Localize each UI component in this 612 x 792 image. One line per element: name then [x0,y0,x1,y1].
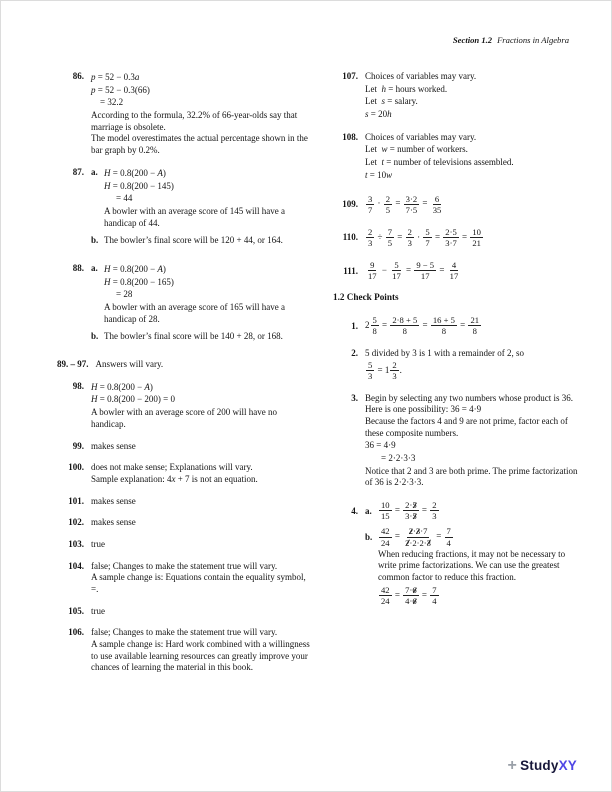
problem-body [365,71,585,122]
logo-text-study: Study [520,758,559,773]
solution-text: Choices of variables may vary. [365,131,477,142]
problem-number: 100. [68,462,84,473]
problem-number: 87. [72,166,84,177]
solution-text: Sample explanation: 4x + 7 is not an equation. [91,473,258,484]
logo-text-xy: XY [558,758,577,773]
problem-number: 101. [68,495,84,506]
problem-number: 104. [68,560,84,571]
section-label: Section 1.2 [452,35,493,45]
solution-text: Notice that 2 and 3 are both prime. The prime factorization of 36 is 2·2·3·3. [365,465,578,488]
solution-text: The model overestimates the actual percentage shown in the bar graph by 0.2%. [91,133,308,156]
problem-body [91,71,311,157]
problem-body [365,226,585,249]
problem-104 [57,561,311,596]
problem-102 [57,517,311,529]
page-header [453,35,569,45]
problem-body [91,561,311,596]
part-label: a. [91,166,98,177]
problem-body [91,381,311,431]
equation: H = 0.8(200 − A ) [104,167,166,178]
problem-number: 1. [351,320,358,331]
solution-text: makes sense [91,440,136,451]
solution-text: Here is one possibility: 36 = 4·9 [365,404,482,415]
equation: p = 52 − 0.3 a [91,72,140,82]
equation: 2 $\frac{5}{8}$ = $\frac{2\cdot 8 + 5}{8}$ = $\frac{16 + 5}{8}$ = $\frac{21}{8}$ [365,315,480,337]
equation: Let t = number of televisions assembled. [365,157,514,168]
problem-body [365,393,585,490]
equation: 36 = 4·9 [365,440,396,451]
problem-body [91,539,311,551]
problem-100 [57,462,311,485]
problem-103 [57,539,311,551]
solution-text: When reducing fractions, it may not be necessary to write prime factorizations. We can use the greatest common factor to reduce this fraction. [378,548,566,583]
left-column [57,71,311,684]
problem-86 [57,71,311,157]
solution-text: A sample change is: Equations contain the equality symbol, =. [91,572,306,594]
solution-text: Answers will vary. [95,359,164,370]
equation: = 44 [116,193,133,204]
problem-108 [331,132,585,183]
problem-body [365,132,585,183]
part-a [91,167,311,229]
problem-99 [57,441,311,453]
problem-98 [57,381,311,431]
equation: $\frac{10}{15}$ = $\frac{2\cdot 5}{3\cdot 5}$ = $\frac{2}{3}$ [381,500,437,522]
check-point-4 [331,499,585,613]
problem-101 [57,496,311,508]
problem-number: 109. [342,199,358,210]
problem-body [91,462,311,485]
solution-text: Begin by selecting any two numbers whose product is 36. [365,392,573,403]
problem-number: 110. [342,232,358,243]
part-b [91,235,311,247]
equation: = 32.2 [100,97,124,108]
equation: Let h = hours worked. [365,83,448,94]
check-point-1 [331,314,585,337]
solution-text: The bowler’s final score will be 120 + 44, or 164. [104,235,283,246]
solution-text: true [91,605,105,616]
solution-text: does not make sense; Explanations will vary. [91,462,253,473]
solution-text: Because the factors 4 and 9 are not prime, factor each of these composite numbers. [365,415,568,438]
problem-number: 107. [342,71,358,81]
equation: t = 10 w [365,169,393,180]
problem-106 [57,627,311,674]
problem-number: 111. [343,265,358,276]
check-point-2 [331,348,585,383]
problem-body [91,627,311,674]
problem-body [91,606,311,618]
problem-111 [331,259,585,282]
equation: s = 20 h [365,109,392,120]
part-label: b. [365,532,373,543]
equation: H = 0.8(200 − A ) [104,263,166,274]
solution-text: makes sense [91,495,136,506]
problem-number: 106. [68,627,84,638]
part-body [104,167,311,229]
problem-body [365,259,585,282]
problem-body [91,496,311,508]
check-points-heading: 1.2 Check Points [333,292,399,303]
problem-87 [57,167,311,253]
part-label: b. [91,235,99,246]
problem-number: 2. [351,347,358,358]
part-b [365,525,585,607]
problem-number: 86. [72,71,84,81]
equation: Let w = number of workers. [365,144,468,155]
equation: $\frac{42}{24}$ = $\frac{7\cdot 6}{4\cdot 6}$ = $\frac{7}{4}$ [381,584,437,606]
problem-89-97 [57,359,311,371]
problem-body [91,441,311,453]
part-body [378,499,585,522]
solution-text: A bowler with an average score of 200 will have no handicap. [91,407,277,429]
problem-107 [331,71,585,122]
solution-text: A sample change is: Hard work combined with a willingness to use available learning resources can greatly improve your chances of learning the material in this book. [91,639,310,673]
studyxy-logo [508,757,577,775]
section-title: Fractions in Algebra [497,35,569,45]
equation: $\frac{2}{3}$ ÷ $\frac{7}{5}$ = $\frac{2}{3}$ · $\frac{5}{7}$ = $\frac{2\cdot 5}{3\cdot 7}$ = $\frac{10}{21}$ [368,226,481,248]
equation: H = 0.8(200 − 200) = 0 [91,394,175,405]
check-point-3 [331,393,585,490]
solution-text: 5 divided by 3 is 1 with a remainder of 2, so [365,347,524,358]
problem-body [365,193,585,216]
solution-text: false; Changes to make the statement true will vary. [91,560,278,571]
problem-88 [57,263,311,349]
problem-body [365,314,585,337]
part-body [104,235,311,247]
equation: Let s = salary. [365,96,418,107]
solution-text: Choices of variables may vary. [365,71,477,81]
problem-number: 4. [351,506,358,517]
solution-text: makes sense [91,517,136,528]
problem-body [96,359,312,371]
part-body [378,525,585,607]
problem-body [91,517,311,529]
equation: = 28 [116,289,133,300]
equation: $\frac{3}{7}$ · $\frac{2}{5}$ = $\frac{3\cdot 2}{7\cdot 5}$ = $\frac{6}{35}$ [368,193,442,215]
equation: $\frac{9}{17}$ − $\frac{5}{17}$ = $\frac{9 - 5}{17}$ = $\frac{4}{17}$ [368,260,459,282]
part-body [104,331,311,343]
equation: H = 0.8(200 − 165) [104,276,174,287]
part-body [104,263,311,325]
plus-icon: + [507,757,518,774]
equation: p = 52 − 0.3(66) [91,84,150,95]
solution-text: A bowler with an average score of 145 will have a handicap of 44. [104,205,285,228]
problem-109 [331,193,585,216]
equation: = 2·2·3·3 [381,453,416,464]
part-label: b. [91,331,99,342]
equation: $\frac{5}{3}$ = 1 $\frac{2}{3}$ . [368,360,402,382]
right-column [331,71,585,623]
problem-number: 103. [68,538,84,549]
problem-number: 102. [68,517,84,528]
part-a [365,499,585,522]
problem-number: 88. [72,262,84,273]
equation: $\frac{42}{24}$ = $\frac{2\cdot 3\cdot 7}{2\cdot 2\cdot 2\cdot 3}$ = $\frac{7}{4}$ [381,526,451,548]
part-b [91,331,311,343]
problem-number: 3. [351,392,358,403]
equation: H = 0.8(200 − 145) [104,180,174,191]
problem-body [365,499,585,613]
problem-body [91,263,311,349]
problem-110 [331,226,585,249]
solution-text: false; Changes to make the statement true will vary. [91,627,278,638]
problem-number: 108. [342,131,358,142]
problem-body [365,348,585,383]
part-a [91,263,311,325]
problem-105 [57,606,311,618]
equation: H = 0.8(200 − A ) [91,381,153,392]
solution-text: A bowler with an average score of 165 will have a handicap of 28. [104,302,285,324]
problem-number: 99. [72,440,84,451]
part-label: a. [91,262,98,273]
problem-number: 89. – 97. [57,359,89,370]
problem-number: 105. [68,605,84,616]
solution-text: The bowler’s final score will be 140 + 28, or 168. [104,331,283,342]
problem-number: 98. [72,380,84,391]
part-label: a. [365,505,372,516]
problem-body [91,167,311,253]
solution-text: true [91,538,105,549]
solution-text: According to the formula, 32.2% of 66-year-olds say that marriage is obsolete. [91,110,298,132]
